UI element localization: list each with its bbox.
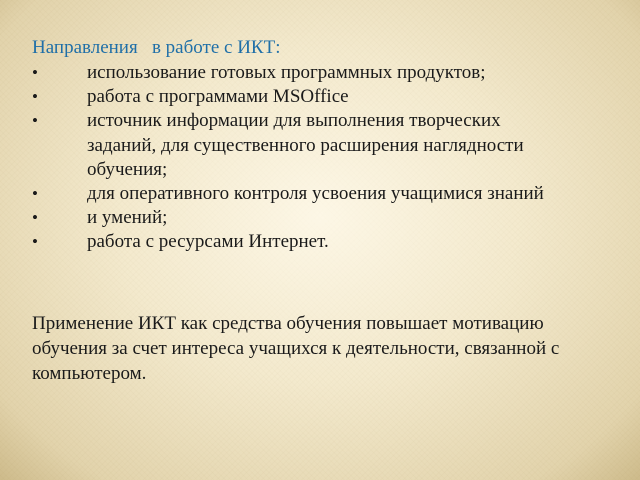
bullet-list bbox=[32, 61, 612, 255]
list-item bbox=[32, 206, 612, 230]
bullet-icon: • bbox=[32, 63, 38, 82]
slide-heading: Направления в работе с ИКТ: bbox=[32, 37, 281, 58]
list-item-continuation bbox=[32, 158, 612, 182]
bullet-icon: • bbox=[32, 208, 38, 228]
list-item-text: и умений; bbox=[87, 207, 168, 229]
list-item-text: обучения; bbox=[87, 158, 168, 180]
list-item bbox=[32, 230, 612, 254]
list-item bbox=[32, 109, 612, 133]
list-item bbox=[32, 182, 612, 206]
list-item-text: работа с программами MSOffice bbox=[87, 86, 349, 108]
bullet-icon: • bbox=[32, 184, 38, 204]
list-item bbox=[32, 61, 612, 85]
bullet-icon: • bbox=[32, 111, 38, 131]
summary-paragraph: Применение ИКТ как средства обучения повышает мотивацию обучения за счет интереса учащихся к деятельности, связанной с компьютером. bbox=[32, 313, 560, 384]
list-item-text: для оперативного контроля усвоения учащимися знаний bbox=[87, 183, 544, 205]
list-item-text: работа с ресурсами Интернет. bbox=[87, 231, 329, 253]
list-item-text: использование готовых программных продуктов; bbox=[87, 62, 486, 83]
list-item-text: источник информации для выполнения творческих bbox=[87, 110, 501, 132]
bullet-icon: • bbox=[32, 87, 38, 107]
bullet-icon: • bbox=[32, 232, 38, 252]
list-item-continuation bbox=[32, 134, 612, 158]
list-item bbox=[32, 85, 612, 109]
list-item-text: заданий, для существенного расширения наглядности bbox=[87, 134, 524, 156]
